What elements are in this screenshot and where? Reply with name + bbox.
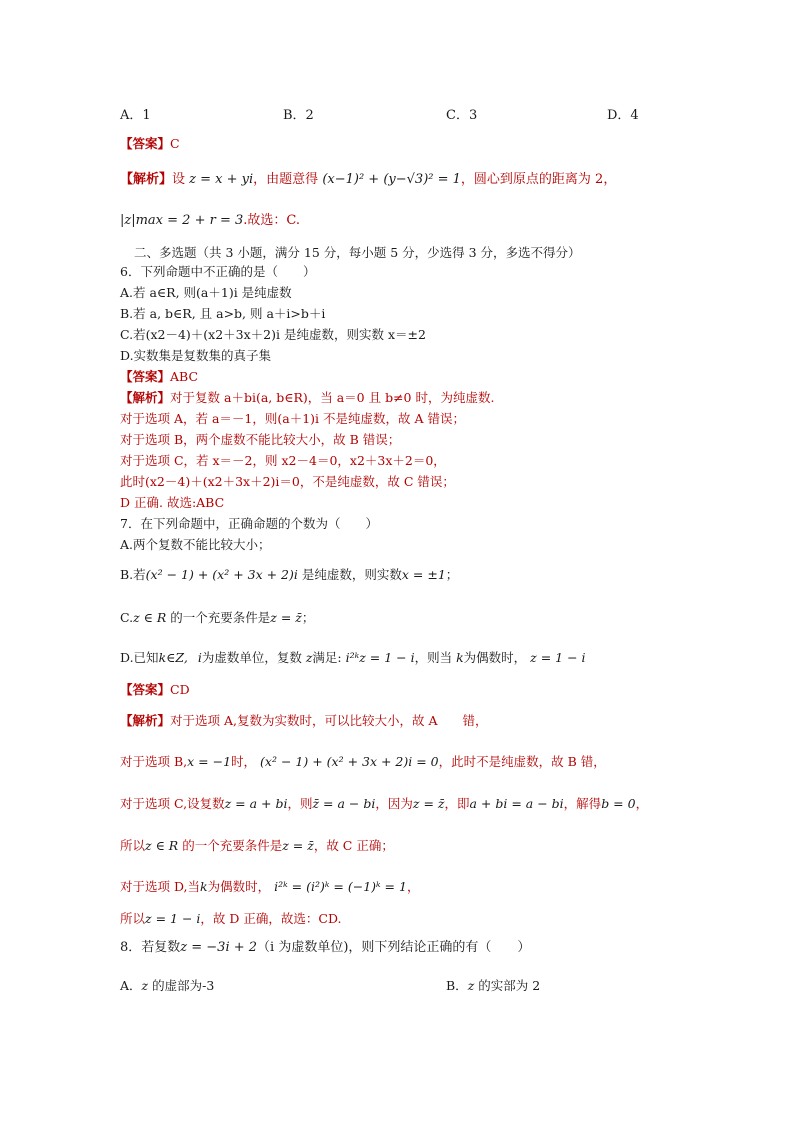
q5-analysis-line-1: 【解析】设 z = x + yi，由题意得 (x−1)² + (y−√3)² = 1，圆心到原点的距离为 2，	[120, 172, 617, 187]
q6-analysis-line-4: 对于选项 C，若 x＝－2，则 x2－4＝0，x2＋3x＋2＝0，	[120, 453, 446, 468]
q7-stem: 7．在下列命题中，正确命题的个数为（ ）	[120, 516, 378, 531]
q7-option-c: C.z ∈ R 的一个充要条件是z = z̄；	[120, 610, 315, 625]
q7-analysis-line-2: 对于选项 B,x = −1时， (x² − 1) + (x² + 3x + 2)i = 0，此时不是纯虚数，故 B 错，	[120, 754, 606, 769]
q7-analysis-line-4: 所以z ∈ R 的一个充要条件是z = z̄，故 C 正确；	[120, 838, 394, 853]
q5-option-b: B．2	[283, 108, 314, 123]
q6-analysis-line-1: 【解析】对于复数 a＋bi(a, b∈R)，当 a＝0 且 b≠0 时，为纯虚数.	[120, 390, 495, 405]
answer-value: C	[170, 136, 180, 151]
analysis-tag: 【解析】	[120, 172, 173, 187]
answer-tag: 【答案】	[120, 136, 171, 151]
q5-option-c: C．3	[446, 108, 478, 123]
q6-stem: 6．下列命题中不正确的是（ ）	[120, 264, 316, 279]
section-heading: 二、多选题（共 3 小题，满分 15 分，每小题 5 分，少选得 3 分，多选不得分）	[134, 245, 581, 260]
q7-analysis-line-6: 所以z = 1 − i，故 D 正确，故选：CD.	[120, 911, 342, 926]
q6-option-c: C.若(x2－4)＋(x2＋3x＋2)i 是纯虚数，则实数 x＝±2	[120, 327, 426, 342]
q6-option-b: B.若 a, b∈R, 且 a>b, 则 a＋i>b＋i	[120, 306, 326, 321]
q7-analysis-line-1: 【解析】对于选项 A,复数为实数时，可以比较大小，故 A 错，	[120, 713, 488, 728]
q6-analysis-line-6: D 正确. 故选:ABC	[120, 495, 225, 510]
q7-analysis-line-5: 对于选项 D,当k为偶数时， i²ᵏ = (i²)ᵏ = (−1)ᵏ = 1，	[120, 879, 420, 894]
q5-option-d: D．4	[607, 108, 639, 123]
q5-option-a: A．1	[120, 108, 151, 123]
q7-option-b: B.若(x² − 1) + (x² + 3x + 2)i 是纯虚数，则实数x = ±1；	[120, 567, 459, 582]
q6-analysis-line-5: 此时(x2－4)＋(x2＋3x＋2)i＝0，不是纯虚数，故 C 错误；	[120, 474, 455, 489]
q6-option-d: D.实数集是复数集的真子集	[120, 348, 272, 363]
q6-option-a: A.若 a∈R, 则(a＋1)i 是纯虚数	[120, 285, 292, 300]
q5-answer	[120, 135, 180, 153]
q6-analysis-line-2: 对于选项 A，若 a＝－1，则(a＋1)i 不是纯虚数，故 A 错误；	[120, 411, 465, 426]
q7-option-d: D.已知k∈Z, i为虚数单位，复数 z满足: i²ᵏz = 1 − i，则当 k为偶数时， z = 1 − i	[120, 650, 586, 665]
q7-answer: 【答案】CD	[120, 682, 190, 697]
q6-answer: 【答案】ABC	[120, 369, 199, 384]
q8-stem: 8．若复数z = −3i + 2（i 为虚数单位)，则下列结论正确的有（ ）	[120, 940, 531, 955]
q7-analysis-line-3: 对于选项 C,设复数z = a + bi，则z̄ = a − bi，因为z = z̄，即a + bi = a − bi，解得b = 0，	[120, 796, 649, 811]
q8-option-b: B．z 的实部为 2	[446, 978, 541, 993]
q5-analysis-line-2: |z|max = 2 + r = 3.故选：C.	[120, 213, 300, 228]
q6-analysis-line-3: 对于选项 B，两个虚数不能比较大小，故 B 错误；	[120, 432, 401, 447]
q7-option-a: A.两个复数不能比较大小；	[120, 537, 271, 552]
q8-option-a: A．z 的虚部为-3	[120, 978, 215, 993]
